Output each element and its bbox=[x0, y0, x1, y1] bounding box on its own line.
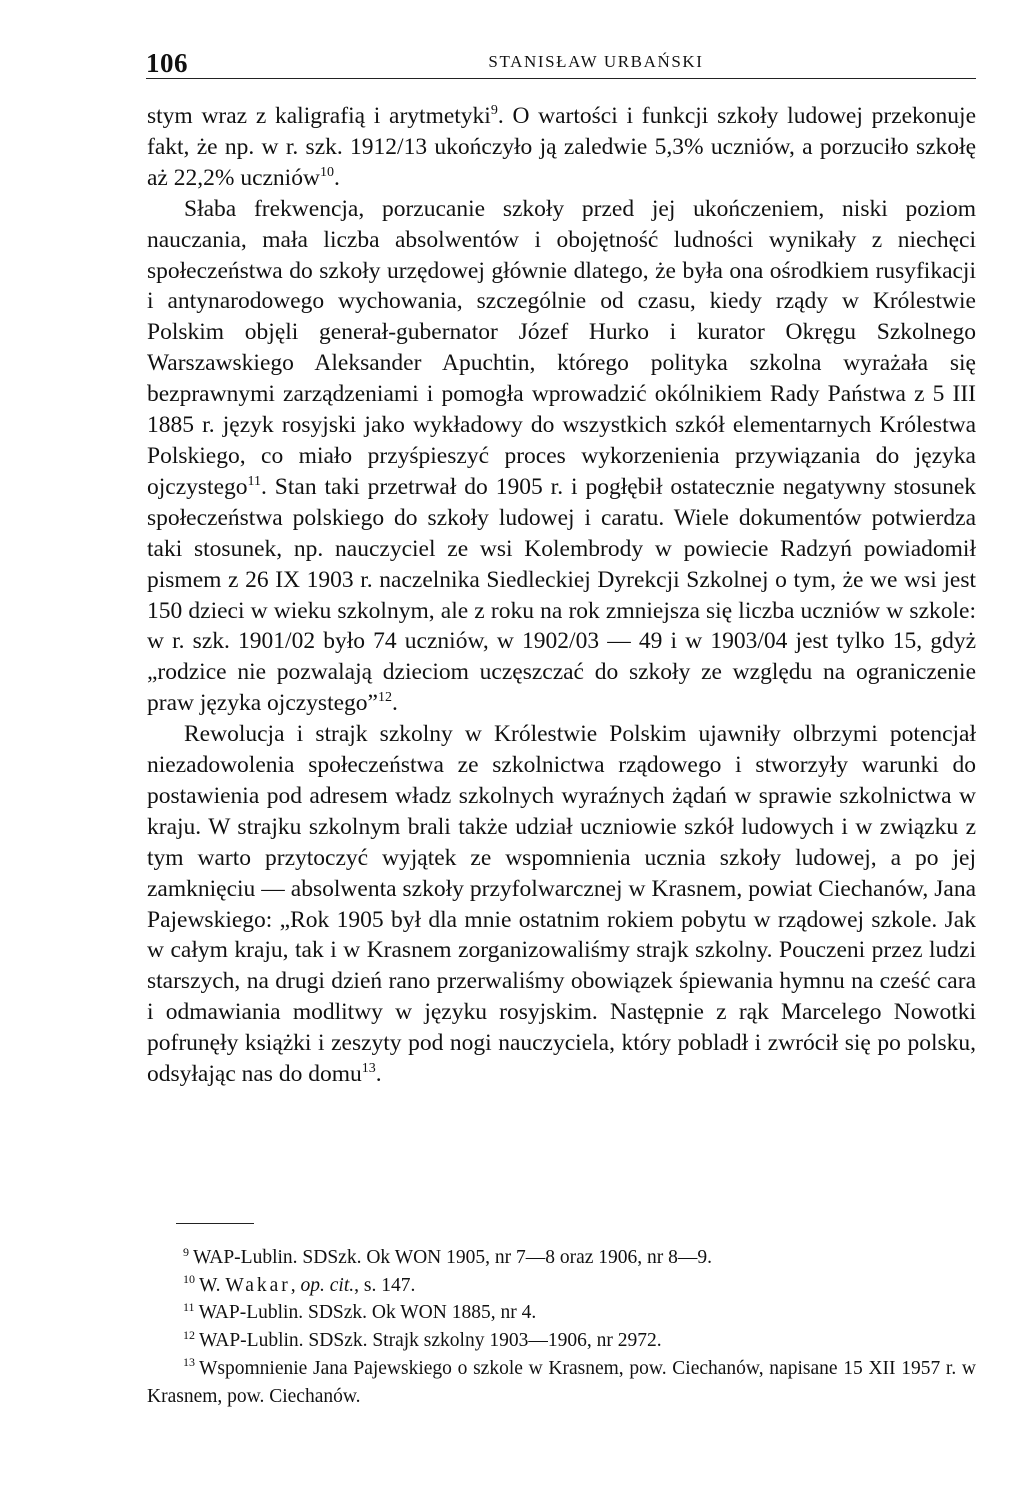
page-number: 106 bbox=[146, 48, 188, 78]
running-head-author: STANISŁAW URBAŃSKI bbox=[488, 52, 704, 71]
page-header bbox=[146, 40, 976, 80]
footnote-ref-11[interactable]: 11 bbox=[247, 474, 261, 490]
paragraph-1: stym wraz z kaligrafią i arytmetyki$^9$. O wartości i funkcji szkoły ludowej przekonuje fakt, że np. w r. szk. 1912/13 ukończyło ją zaledwie 5,3% uczniów, a porzuciło szkołę aż 22,2% uczniów$^{10}$. bbox=[147, 103, 977, 191]
footnote-11: $^{11}$ WAP-Lublin. SDSzk. Ok WON 1885, nr 4. bbox=[183, 1299, 537, 1324]
paragraph-2: Słaba frekwencja, porzucanie szkoły przed jej ukończeniem, niski poziom nauczania, mała liczba absolwentów i obojętność ludności wynikały z niechęci społeczeństwa do szkoły urzędowej głównie dlatego, że była ona ośrodkiem rusyfikacji i antynarodowego wychowania, szczególnie od czasu, kiedy rządy w Królestwie Polskim objęli generał-gubernator Józef Hurko i kurator Okręgu Szkolnego Warszawskiego Aleksander Apuchtin, którego polityka szkolna wyrażała się bezprawnymi zarządzeniami i pomogła wprowadzić okólnikiem Rady Państwa z 5 III 1885 r. język rosyjski jako wykładowy do wszystkich szkół elementarnych Królestwa Polskiego, co miało przyśpieszyć proces wykorzenienia przywiązania do języka ojczystego$^{11}$. Stan taki przetrwał do 1905 r. i pogłębił ostatecznie negatywny stosunek społeczeństwa polskiego do szkoły ludowej i caratu. Wiele dokumentów potwierdza taki stosunek, np. nauczyciel ze wsi Kolembrody w powiecie Radzyń powiadomił pismem z 26 IX 1903 r. naczelnika Siedleckiej Dyrekcji Szkolnej o tym, że we wsi jest 150 dzieci w wieku szkolnym, ale z roku na rok zmniejsza się liczba uczniów w szkole: w r. szk. 1901/02 było 74 uczniów, w 1902/03 — 49 i w 1903/04 jest tylko 15, gdyż „rodzice nie pozwalają dzieciom uczęszczać do szkoły ze względu na ograniczenie praw języka ojczystego”$^{12}$. bbox=[147, 195, 976, 717]
header-rule bbox=[146, 78, 976, 79]
footnote-12: $^{12}$ WAP-Lublin. SDSzk. Strajk szkolny 1903—1906, nr 2972. bbox=[183, 1327, 662, 1352]
footnote-9: $^9$ WAP-Lublin. SDSzk. Ok WON 1905, nr 7—8 oraz 1906, nr 8—9. bbox=[183, 1244, 713, 1268]
footnote-10: $^{10}$ W. Wakar, op. cit., s. 147. bbox=[183, 1272, 416, 1296]
footnote-ref-13[interactable]: 13 bbox=[361, 1061, 376, 1077]
footnote-author: Wakar bbox=[225, 1274, 291, 1296]
footnote-ref-10[interactable]: 10 bbox=[319, 164, 334, 180]
footnote-separator bbox=[176, 1223, 254, 1224]
main-text bbox=[147, 101, 976, 1090]
footnotes bbox=[147, 1244, 976, 1410]
paragraph-3: Rewolucja i strajk szkolny w Królestwie Polskim ujawniły olbrzymi potencjał niezadowolenia społeczeństwa ze szkolnictwa rządowego i stworzyły warunki do postawienia pod adresem władz szkolnych wyraźnych żądań w sprawie szkolnictwa w kraju. W strajku szkolnym brali także udział uczniowie szkół ludowych i w związku z tym warto przytoczyć wyjątek ze wspomnienia ucznia szkoły ludowej, a po jej zamknięciu — absolwenta szkoły przyfolwarcznej w Krasnem, powiat Ciechanów, Jana Pajewskiego: „Rok 1905 był dla mnie ostatnim rokiem pobytu w rządowej szkole. Jak w całym kraju, tak i w Krasnem zorganizowaliśmy strajk szkolny. Pouczeni przez ludzi starszych, na drugi dzień rano przerwaliśmy obowiązek śpiewania hymnu na cześć cara i odmawiania modlitwy w języku rosyjskim. Następnie z rąk Marcelego Nowotki pofrunęły książki i zeszyty pod nogi nauczyciela, który pobladł i zwrócił się po polsku, odsyłając nas do domu$^{13}$. bbox=[147, 721, 976, 1088]
footnote-ref-9[interactable]: 9 bbox=[490, 103, 498, 119]
footnote-13: $^{13}$ Wspomnienie Jana Pajewskiego o szkole w Krasnem, pow. Ciechanów, napisane 15 XII 1957 r. w Krasnem, pow. Ciechanów. bbox=[147, 1355, 976, 1407]
footnote-ref-12[interactable]: 12 bbox=[377, 690, 392, 706]
